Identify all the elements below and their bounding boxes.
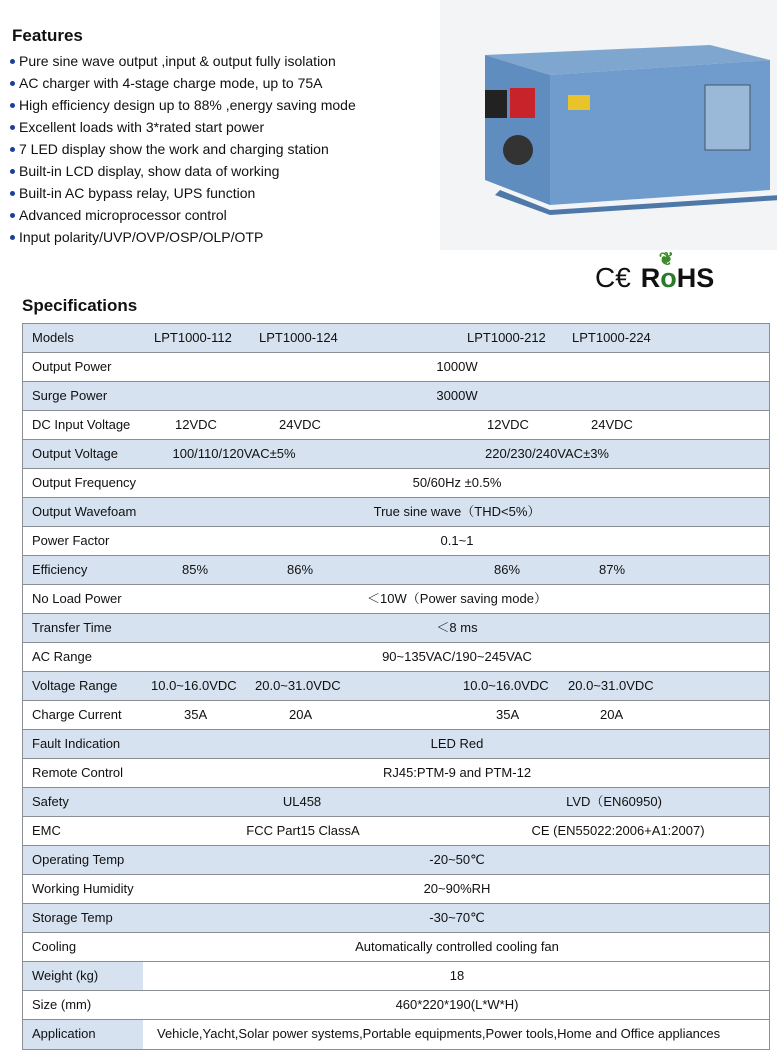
row-value: LED Red — [430, 736, 484, 751]
table-row — [23, 701, 769, 730]
feature-item: AC charger with 4-stage charge mode, up to 75A — [10, 72, 356, 94]
row-label: Application — [32, 1026, 96, 1041]
row-label: Transfer Time — [32, 620, 112, 635]
table-row — [23, 875, 769, 904]
row-label: Operating Temp — [32, 852, 125, 867]
row-label: Power Factor — [32, 533, 110, 548]
table-row — [23, 556, 769, 585]
table-row — [23, 614, 769, 643]
specifications-title: Specifications — [22, 296, 138, 315]
table-row — [23, 324, 769, 353]
table-row — [23, 643, 769, 672]
row-value: 10.0~16.0VDC — [463, 678, 549, 693]
feature-item: Excellent loads with 3*rated start power — [10, 116, 356, 138]
row-value: Vehicle,Yacht,Solar power systems,Portable equipments,Power tools,Home and Office appliances — [157, 1026, 721, 1041]
row-label: Output Power — [32, 359, 112, 374]
table-row — [23, 817, 769, 846]
row-value: 50/60Hz ±0.5% — [412, 475, 502, 490]
table-row — [23, 440, 769, 469]
row-value: 12VDC — [487, 417, 529, 432]
feature-item: Built-in AC bypass relay, UPS function — [10, 182, 356, 204]
row-value: 20.0~31.0VDC — [568, 678, 654, 693]
row-value: 1000W — [436, 359, 478, 374]
row-label: Remote Control — [32, 765, 124, 780]
feature-item: Advanced microprocessor control — [10, 204, 356, 226]
row-value: 20.0~31.0VDC — [255, 678, 341, 693]
row-value: 220/230/240VAC±3% — [485, 446, 609, 461]
row-value: 86% — [287, 562, 314, 577]
table-row — [23, 933, 769, 962]
row-label: Charge Current — [32, 707, 122, 722]
row-value: -30~70℃ — [429, 910, 485, 925]
row-value: UL458 — [282, 794, 322, 809]
table-row — [23, 585, 769, 614]
row-value: 24VDC — [279, 417, 321, 432]
table-row — [23, 353, 769, 382]
row-label: Size (mm) — [32, 997, 92, 1012]
table-row — [23, 759, 769, 788]
row-value: True sine wave（THD<5%） — [373, 504, 541, 519]
product-image — [440, 0, 777, 250]
row-value: -20~50℃ — [429, 852, 485, 867]
row-value: 20A — [289, 707, 313, 722]
table-row — [23, 498, 769, 527]
row-label: Surge Power — [32, 388, 108, 403]
row-label: Voltage Range — [32, 678, 118, 693]
row-value: 3000W — [436, 388, 478, 403]
row-label: Safety — [32, 794, 69, 809]
row-label: EMC — [32, 823, 61, 838]
row-label: Efficiency — [32, 562, 88, 577]
row-value: 24VDC — [591, 417, 633, 432]
row-label: DC Input Voltage — [32, 417, 131, 432]
table-row — [23, 1020, 769, 1049]
row-value: Automatically controlled cooling fan — [355, 939, 559, 954]
row-label: Output Frequency — [32, 475, 137, 490]
row-value: LPT1000-124 — [259, 330, 338, 345]
row-label: Fault Indication — [32, 736, 121, 751]
row-label: Models — [32, 330, 74, 345]
row-value: LPT1000-112 — [154, 330, 232, 345]
row-value: 100/110/120VAC±5% — [172, 446, 296, 461]
row-value: RJ45:PTM-9 and PTM-12 — [382, 765, 532, 780]
row-value: 35A — [496, 707, 520, 722]
rohs-logo: RoHS ❦ — [640, 249, 715, 293]
feature-item: High efficiency design up to 88% ,energy saving mode — [10, 94, 356, 116]
table-row — [23, 962, 769, 991]
row-value: 90~135VAC/190~245VAC — [382, 649, 532, 664]
row-label: No Load Power — [32, 591, 122, 606]
table-row — [23, 991, 769, 1020]
row-label: Output Wavefoam — [32, 504, 137, 519]
table-row — [23, 382, 769, 411]
features-title: Features — [12, 26, 83, 45]
row-value: 10.0~16.0VDC — [151, 678, 237, 693]
feature-item: Pure sine wave output ,input & output fully isolation — [10, 50, 356, 72]
row-label: AC Range — [32, 649, 92, 664]
row-value: 18 — [449, 968, 465, 983]
row-label: Weight (kg) — [32, 968, 99, 983]
row-value: LPT1000-212 — [467, 330, 546, 345]
row-label: Output Voltage — [32, 446, 119, 461]
feature-item: Built-in LCD display, show data of working — [10, 160, 356, 182]
row-value: CE (EN55022:2006+A1:2007) — [531, 823, 705, 838]
row-value: 460*220*190(L*W*H) — [395, 997, 519, 1012]
table-row — [23, 411, 769, 440]
table-row — [23, 527, 769, 556]
row-value: ＜10W（Power saving mode） — [367, 591, 547, 606]
row-value: 20~90%RH — [423, 881, 491, 896]
row-value: FCC Part15 ClassA — [246, 823, 360, 838]
row-value: 87% — [599, 562, 626, 577]
row-value: ＜8 ms — [436, 620, 478, 635]
row-value: LPT1000-224 — [572, 330, 651, 345]
table-row — [23, 469, 769, 498]
specifications-table — [22, 323, 770, 1050]
row-label: Cooling — [32, 939, 77, 954]
table-row — [23, 672, 769, 701]
row-value: LVD（EN60950) — [566, 794, 662, 809]
row-value: 12VDC — [175, 417, 217, 432]
certification-logos — [595, 249, 715, 294]
row-value: 0.1~1 — [440, 533, 474, 548]
table-row — [23, 846, 769, 875]
table-row — [23, 904, 769, 933]
feature-item: Input polarity/UVP/OVP/OSP/OLP/OTP — [10, 226, 356, 248]
ce-logo: C€ — [595, 262, 631, 293]
feature-item: 7 LED display show the work and charging station — [10, 138, 356, 160]
table-row — [23, 730, 769, 759]
row-value: 35A — [184, 707, 208, 722]
row-value: 20A — [600, 707, 624, 722]
row-label: Storage Temp — [32, 910, 113, 925]
row-value: 86% — [494, 562, 521, 577]
features-list — [10, 50, 356, 248]
table-row — [23, 788, 769, 817]
row-value: 85% — [182, 562, 209, 577]
row-label: Working Humidity — [32, 881, 134, 896]
